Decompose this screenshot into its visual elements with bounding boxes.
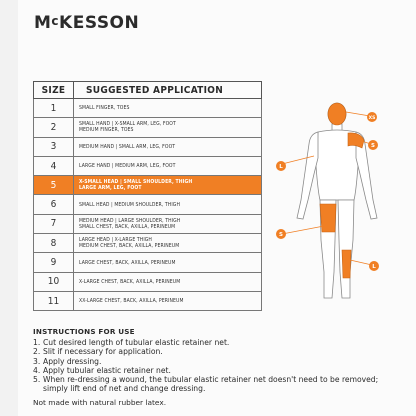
size-application	[74, 99, 262, 118]
size-header: SIZE	[34, 82, 74, 99]
size-row	[34, 176, 262, 195]
size-number: 8	[34, 234, 74, 253]
instruction-step	[33, 357, 393, 366]
brand-post: KESSON	[59, 13, 140, 33]
step-text: Slit if necessary for application.	[43, 347, 163, 357]
svg-text:L: L	[279, 164, 283, 170]
head-region	[328, 103, 346, 125]
size-row	[34, 234, 262, 253]
application-line: LARGE ARM, LEG, FOOT	[79, 185, 142, 192]
brand-pre: M	[34, 13, 52, 33]
marker-xs	[367, 112, 377, 122]
size-table-body	[34, 99, 262, 311]
instructions-list	[33, 338, 393, 394]
instruction-step	[33, 375, 393, 394]
size-row	[34, 214, 262, 233]
size-number: 1	[34, 99, 74, 118]
application-line: SMALL CHEST, BACK, AXILLA, PERINEUM	[79, 223, 176, 230]
size-number: 9	[34, 253, 74, 272]
size-application	[74, 176, 262, 195]
svg-text:L: L	[372, 264, 376, 270]
size-application	[74, 137, 262, 156]
step-text: When re-dressing a wound, the tubular elastic retainer net doesn't need to be removed; simply lift end of net and change dressing.	[43, 375, 379, 394]
instruction-step	[33, 347, 393, 356]
size-row	[34, 118, 262, 137]
application-line: MEDIUM FINGER, TOES	[79, 127, 134, 134]
size-table	[33, 81, 262, 311]
size-number: 6	[34, 195, 74, 214]
step-number: 5.	[33, 375, 41, 385]
body-size-figure	[274, 100, 394, 310]
size-table-header	[34, 82, 262, 99]
marker-l-arm	[276, 161, 286, 171]
application-line: LARGE HAND | MEDIUM ARM, LEG, FOOT	[79, 163, 176, 170]
size-number: 2	[34, 118, 74, 137]
size-application	[74, 272, 262, 291]
size-row	[34, 156, 262, 175]
step-number: 2.	[33, 347, 41, 357]
application-line: LARGE CHEST, BACK, AXILLA, PERINEUM	[79, 259, 176, 266]
size-application	[74, 118, 262, 137]
application-line: LARGE HEAD | X-LARGE THIGH	[79, 237, 152, 244]
application-line: MEDIUM CHEST, BACK, AXILLA, PERINEUM	[79, 243, 180, 250]
marker-l-leg	[369, 261, 379, 271]
svg-text:S: S	[371, 143, 375, 149]
application-line: SMALL HAND | X-SMALL ARM, LEG, FOOT	[79, 121, 176, 128]
application-line: MEDIUM HEAD | LARGE SHOULDER, THIGH	[79, 217, 181, 224]
instruction-step	[33, 366, 393, 375]
size-row	[34, 291, 262, 310]
size-number: 11	[34, 291, 74, 310]
instructions-title: INSTRUCTIONS FOR USE	[33, 327, 135, 336]
size-row	[34, 272, 262, 291]
size-number: 4	[34, 156, 74, 175]
application-line: MEDIUM HAND | SMALL ARM, LEG, FOOT	[79, 143, 176, 150]
step-text: Apply dressing.	[43, 356, 102, 366]
size-application	[74, 195, 262, 214]
thigh-region	[320, 204, 336, 232]
size-number: 5	[34, 176, 74, 195]
leg-region	[342, 250, 351, 278]
brand-logo	[34, 13, 139, 33]
step-text: Cut desired length of tubular elastic retainer net.	[43, 338, 230, 347]
instruction-step	[33, 338, 393, 347]
size-application	[74, 214, 262, 233]
application-line: XX-LARGE CHEST, BACK, AXILLA, PERINEUM	[79, 298, 184, 305]
size-application	[74, 234, 262, 253]
marker-s-thigh	[276, 229, 286, 239]
application-line: X-SMALL HEAD | SMALL SHOULDER, THIGH	[79, 179, 193, 186]
step-text: Apply tubular elastic retainer net.	[43, 365, 171, 375]
application-header: SUGGESTED APPLICATION	[74, 82, 262, 99]
size-application	[74, 156, 262, 175]
size-number: 10	[34, 272, 74, 291]
size-number: 7	[34, 214, 74, 233]
instructions-section	[33, 327, 393, 407]
size-row	[34, 253, 262, 272]
size-row	[34, 99, 262, 118]
size-row	[34, 137, 262, 156]
svg-text:XS: XS	[368, 116, 376, 121]
step-number: 4.	[33, 365, 41, 375]
application-line: SMALL HEAD | MEDIUM SHOULDER, THIGH	[79, 201, 180, 208]
size-application	[74, 253, 262, 272]
latex-note: Not made with natural rubber latex.	[33, 397, 167, 407]
step-number: 1.	[33, 338, 41, 347]
size-row	[34, 195, 262, 214]
size-number: 3	[34, 137, 74, 156]
step-number: 3.	[33, 356, 41, 366]
application-line: SMALL FINGER, TOES	[79, 105, 130, 112]
brand-small-c: c	[51, 14, 60, 28]
human-body-silhouette	[297, 103, 377, 298]
application-line: X-LARGE CHEST, BACK, AXILLA, PERINEUM	[79, 278, 181, 285]
svg-text:S: S	[279, 232, 283, 238]
marker-s-shoulder	[368, 140, 378, 150]
size-application	[74, 291, 262, 310]
